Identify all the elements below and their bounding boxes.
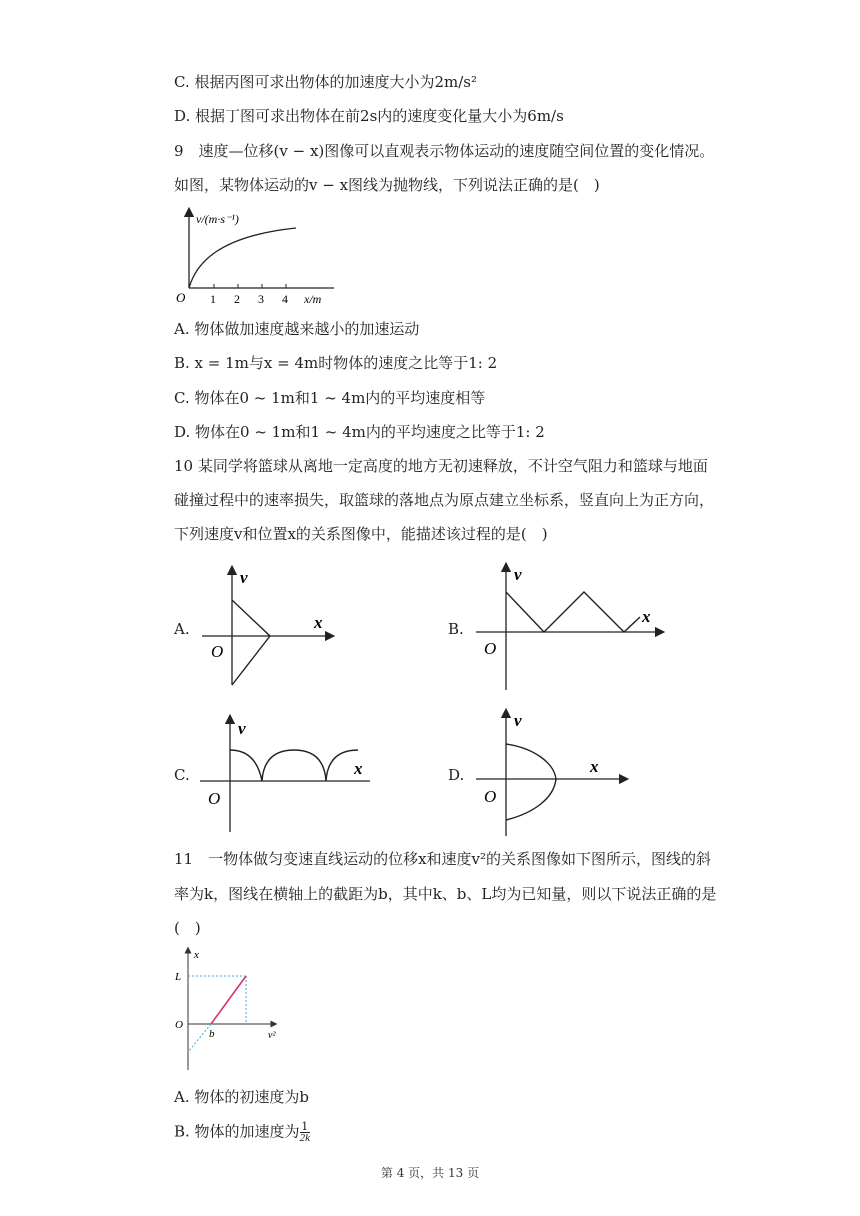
q11-graph-ylabel: x	[194, 949, 199, 961]
q9-graph-ylabel: v/(m·s⁻¹)	[196, 212, 239, 226]
q10c-x-label: x	[354, 759, 363, 778]
q10b-origin: O	[484, 639, 497, 658]
q8-option-c: C. 根据丙图可求出物体的加速度大小为2m/s²	[174, 73, 478, 91]
q9-option-a: A. 物体做加速度越来越小的加速运动	[174, 320, 420, 338]
q10d-x-label: x	[590, 757, 599, 776]
q9-tick-3: 3	[258, 292, 264, 306]
q9-stem-line1: 9 速度—位移(v − x)图像可以直观表示物体运动的速度随空间位置的变化情况。	[174, 142, 715, 160]
q10-label-a: A.	[174, 620, 190, 638]
q10b-x-label: x	[642, 607, 651, 626]
q9-stem-line2: 如图，某物体运动的v − x图线为抛物线，下列说法正确的是( )	[174, 176, 600, 194]
q11-graph-xlabel: v²	[268, 1030, 276, 1041]
q9-option-d: D. 物体在0 ~ 1m和1 ~ 4m内的平均速度之比等于1: 2	[174, 423, 545, 441]
q11-option-a: A. 物体的初速度为b	[174, 1088, 309, 1106]
q9-graph-origin: O	[176, 290, 186, 305]
fraction-denominator: 2k	[299, 1132, 310, 1144]
q10-label-c: C.	[174, 766, 190, 784]
q10a-origin: O	[211, 642, 224, 661]
q9-tick-2: 2	[234, 292, 240, 306]
q10-label-d: D.	[448, 766, 465, 784]
q9-option-b: B. x = 1m与x = 4m时物体的速度之比等于1: 2	[174, 354, 498, 372]
q10-label-b: B.	[448, 620, 464, 638]
q10-stem-line1: 10 某同学将篮球从离地一定高度的地方无初速释放，不计空气阻力和篮球与地面	[174, 457, 708, 475]
q11-stem-line2: 率为k，图线在横轴上的截距为b，其中k、b、L均为已知量，则以下说法正确的是	[174, 885, 717, 903]
q11-stem-line1: 11 一物体做匀变速直线运动的位移x和速度v²的关系图像如下图所示，图线的斜	[174, 850, 712, 868]
q10a-x-label: x	[314, 613, 323, 632]
q11-x-v2-graph	[174, 944, 304, 1074]
page-footer: 第 4 页，共 13 页	[380, 1166, 480, 1180]
q10-graph-c	[198, 714, 378, 834]
q10-graph-a	[200, 565, 340, 690]
q10c-origin: O	[208, 789, 221, 808]
q11-graph-b: b	[209, 1028, 215, 1040]
q10a-v-label: v	[240, 568, 248, 587]
q11-graph-L: L	[175, 971, 182, 983]
q10b-v-label: v	[514, 565, 522, 584]
q8-option-d: D. 根据丁图可求出物体在前2s内的速度变化量大小为6m/s	[174, 107, 564, 125]
q10-stem-line2: 碰撞过程中的速率损失，取篮球的落地点为原点建立坐标系，竖直向上为正方向，	[174, 491, 715, 509]
q9-option-c: C. 物体在0 ~ 1m和1 ~ 4m内的平均速度相等	[174, 389, 486, 407]
q10c-v-label: v	[238, 719, 246, 738]
q11-graph-origin: O	[175, 1019, 183, 1031]
q10d-v-label: v	[514, 711, 522, 730]
q10-graph-b	[474, 562, 674, 692]
fraction-numerator: 1	[301, 1120, 309, 1133]
q9-graph-xlabel: x/m	[304, 292, 322, 306]
q10-stem-line3: 下列速度v和位置x的关系图像中，能描述该过程的是( )	[174, 525, 548, 543]
q11-stem-line3: ( )	[174, 919, 201, 937]
q9-tick-1: 1	[210, 292, 216, 306]
q11-option-b-prefix: B. 物体的加速度为	[174, 1122, 300, 1141]
q10d-origin: O	[484, 787, 497, 806]
q9-vx-graph	[174, 208, 344, 308]
q11-option-b-fraction	[300, 1121, 310, 1144]
q11-option-b	[174, 1121, 310, 1144]
q9-tick-4: 4	[282, 292, 288, 306]
q10-graph-d	[474, 708, 634, 838]
